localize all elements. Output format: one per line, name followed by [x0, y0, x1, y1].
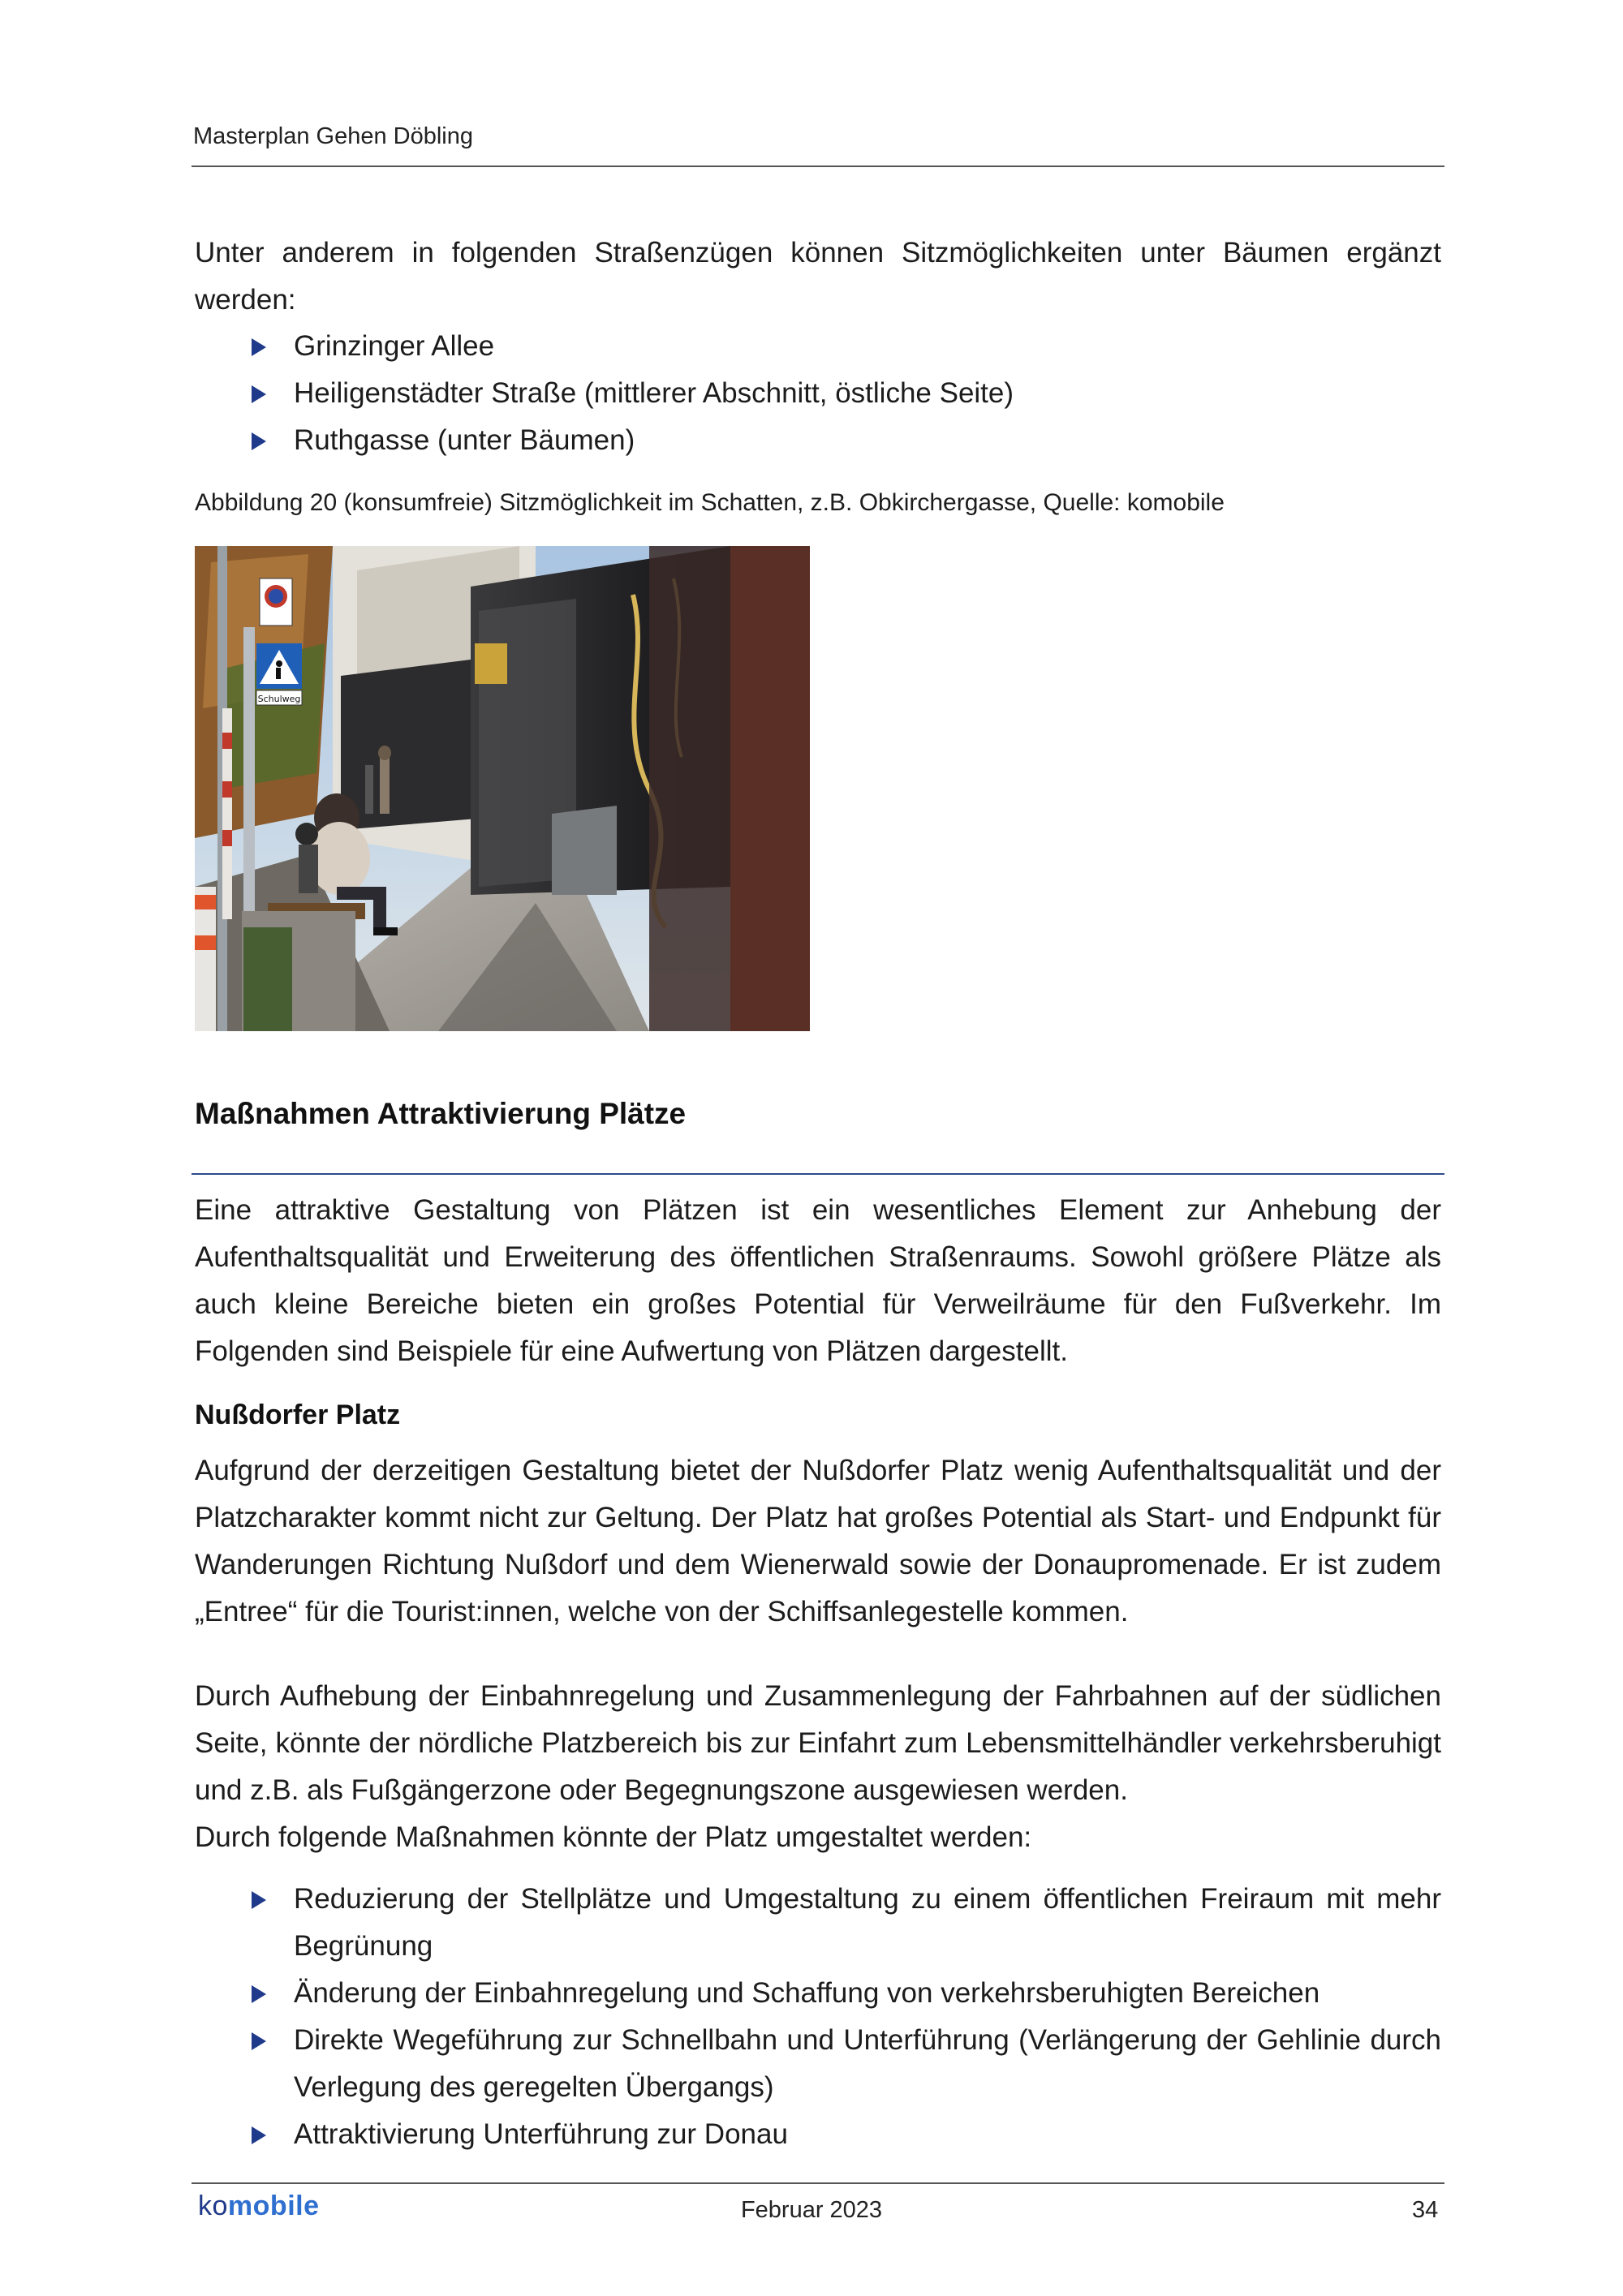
sign-text: Schulweg [257, 694, 301, 704]
intro-bullet-list [195, 323, 1441, 464]
street-photo [195, 546, 810, 1031]
subsection-heading: Nußdorfer Platz [195, 1400, 401, 1430]
list-item: Änderung der Einbahnregelung und Schaffung von verkehrsberuhigten Bereichen [195, 1970, 1441, 2017]
bullet-arrow-icon [252, 2032, 266, 2050]
list-item: Direkte Wegeführung zur Schnellbahn und Unterführung (Verlängerung der Gehlinie durch Verlegung des geregelten Übergangs) [195, 2017, 1441, 2111]
footer-rule [192, 2182, 1444, 2184]
list-item: Heiligenstädter Straße (mittlerer Abschnitt, östliche Seite) [195, 370, 1441, 417]
footer-date: Februar 2023 [740, 2197, 883, 2223]
subsection-paragraph: Durch folgende Maßnahmen könnte der Platz umgestaltet werden: [195, 1821, 1032, 1853]
running-header: Masterplan Gehen Döbling [193, 123, 473, 149]
header-rule [192, 166, 1444, 167]
intro-paragraph: Unter anderem in folgenden Straßenzügen können Sitzmöglichkeiten unter Bäumen ergänzt werden: [195, 237, 1441, 316]
list-item: Ruthgasse (unter Bäumen) [195, 417, 1441, 464]
bullet-arrow-icon [252, 338, 266, 356]
list-item: Reduzierung der Stellplätze und Umgestaltung zu einem öffentlichen Freiraum mit mehr Begrünung [195, 1876, 1441, 1970]
bullet-arrow-icon [252, 2126, 266, 2144]
list-item: Attraktivierung Unterführung zur Donau [195, 2111, 1441, 2158]
section-rule [192, 1173, 1444, 1175]
bullet-arrow-icon [252, 385, 266, 403]
bullet-arrow-icon [252, 1985, 266, 2003]
measures-bullet-list [195, 1876, 1441, 2158]
subsection-paragraph: Durch Aufhebung der Einbahnregelung und Zusammenlegung der Fahrbahnen auf der südlichen Seite, könnte der nördliche Platzbereich bis zur Einfahrt zum Lebensmittelhändler verkehrsberuhigt und z.B. als Fußgängerzone oder Begegnungszone ausgewiesen werden. [195, 1680, 1441, 1806]
list-item: Grinzinger Allee [195, 323, 1441, 370]
subsection-paragraph: Aufgrund der derzeitigen Gestaltung bietet der Nußdorfer Platz wenig Aufenthaltsqualität und der Platzcharakter kommt nicht zur Geltung. Der Platz hat großes Potential als Start- und Endpunkt für Wanderungen Richtung Nußdorf und dem Wienerwald sowie der Donaupromenade. Er ist zudem „Entree“ für die Tourist:innen, welche von der Schiffsanlegestelle kommen. [195, 1455, 1441, 1627]
figure-caption: Abbildung 20 (konsumfreie) Sitzmöglichkeit im Schatten, z.B. Obkirchergasse, Quelle: komobile [195, 489, 1225, 516]
page-number: 34 [1412, 2197, 1439, 2223]
section-paragraph: Eine attraktive Gestaltung von Plätzen ist ein wesentliches Element zur Anhebung der Aufenthaltsqualität und Erweiterung des öffentlichen Straßenraums. Sowohl größere Plätze als auch kleine Bereiche bieten ein großes Potential für Verweilräume für den Fußverkehr. Im Folgenden sind Beispiele für eine Aufwertung von Plätzen dargestellt. [195, 1194, 1441, 1367]
section-heading: Maßnahmen Attraktivierung Plätze [195, 1097, 687, 1130]
bullet-arrow-icon [252, 432, 266, 450]
komobile-logo: komobile [198, 2191, 320, 2221]
bullet-arrow-icon [252, 1891, 266, 1909]
